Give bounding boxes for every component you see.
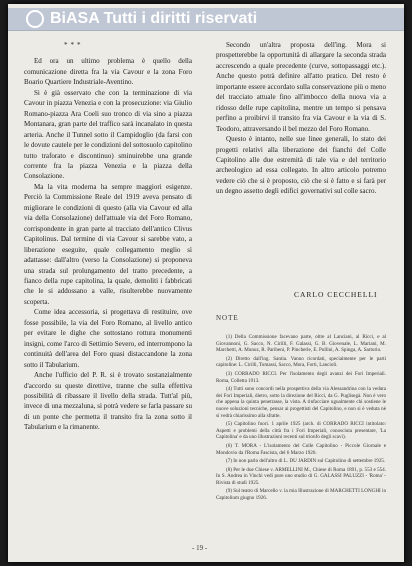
page-number: - 19 - — [192, 544, 208, 552]
footnote: (7) In non parlo dell'altro di L. DU JARDIN sul Capitolino di settembre 1925. — [226, 458, 386, 465]
author-signature: CARLO CECCHELLI — [294, 290, 378, 299]
footnote: (3) CORRADO RICCI. Per l'isolamento degli avanzi dei Fori Imperiali. Roma, Colletta 1913. — [216, 370, 386, 384]
notes-heading: NOTE — [216, 314, 239, 322]
paragraph: Come idea accessoria, si progettava di restituire, ove fosse possibile, la via del Foro Romano, al livello antico per evitare le dighe che sottostano rottura monumenti insigni, come l'arco di Settimio Severo, ed interrompono la continuità dell'area del Foro quasi distaccandone la zona sotto il Tabularium. — [24, 308, 192, 369]
footnote: (1) Della Commissione facevano parte, oltre al Lanciani, al Ricci, e al Giovannoni, G. Sacco, N. Cirilli, F. Galassi, G. B. Giovenale, L. Mariani, M. Marchetti, A. Munoz, R. Paribeni, P. Pincherle, E. Pullini, A. Spinga, A. Sartorio. — [216, 334, 386, 354]
footnotes — [216, 334, 386, 536]
footnote: (4) Tutti sono concordi nella prospettiva della via Alessandrina con la veduta dei Fori Imperiali, dietro, sotto la direzione del Ricci, da G. Puglisegà. Non è vero che appena la quinta penetrasse, la vista. A rinfacciare ugualmente chi sostiene le nuove soluzioni tecniche, pensar ai progettisti del Capitolino, e non si è veduta nè si vedrà chiarissimo alla sfratte. — [216, 386, 386, 419]
paragraph: Ed ora un ultimo problema è quello della comunicazione diretta fra la via Cavour e la zona Foro Boario Quartiere Industriale-Aventino. — [24, 57, 192, 87]
footnote: (6) T. MORA - L'isolamento del Colle Capitolino - Piccole Giornale e Mondovio da l'Roma Fascista, del 6 Marzo 1926. — [216, 442, 386, 456]
footnote: (9) Sul teatro di Marcello v. la mia Illustrazione di MARCHETTI LONGHI in Capitolium giugno 1926. — [216, 488, 386, 502]
paragraph: Secondo un'altra proposta dell'ing. Mora si prospetterebbe la opportunità di allargare la seconda strada accrescendo a quale precedente (curve, sottopassaggi etc.). Anche questo potrà definire all'atto pratico. Del resto è importante essere accordato sulla conservazione più o meno del tracciato attuale fino all'imbocco della nuova via a ridosso delle rupe capitolina, mentre un tempo si pensava perfino a proibirvi il transito fra via Cavour e la via di S. Teodoro, attraversando il bel mezzo del Foro Romano. — [216, 41, 386, 133]
paragraph: Ma la vita moderna ha sempre maggiori esigenze. Perciò la Commissione Reale del 1919 aveva pensato di migliorare le condizioni di questo (alla via Cavour ed alla via della Consolazione) dell'attuale via del Foro Romano, corrispondente in gran parte al tracciato dell'antico Clivus Capitolinus. Dal termine di via Cavour si sarebbe vato, a liberazione eseguite, quale collegamento meglio sì adattasse: dall'altro (verso la Consolazione) si proponeva una strada sul prolungamento del tratto precedente, a fianco della rupe capitolina, la quale, demoliti i fabbricati che le si addossano a valle, risulterebbe nuovamente scoperta. — [24, 182, 192, 306]
watermark-text: BiASA Tutti i diritti riservati — [50, 10, 258, 27]
footnote: (8) Per le due Chiese v. ARMELLINI M., Chiese di Roma 1891, p. 553 e 554. In S. Andrea in Vinchi vedi pure uno studio di G. GALASSI PALUZZI - 'Roma' - Rivista di studi 1925. — [216, 466, 386, 486]
paragraph: Anche l'ufficio del P. R. si è trovato sostanzialmente d'accordo su queste direttive, tranne che sulla effettiva possibilità di ribassare il livello della strada. Tutt'al più, invece di una mezzaluna, si potrà vedere se farla passare su di un ponte che permetta il transito fra la zona sotto il Tabularium e la rimanente. — [24, 371, 192, 432]
biasa-logo-icon — [26, 10, 44, 28]
section-separator: *** — [64, 41, 84, 49]
footnote: (5) Capitolino fuori. 1 aprile 1925 (arch. di CORRADO RICCI intitolato: Aspetti e problemi della città fra i Fori Imperiali, conosciuta presentare, 'La Capitolina' e da uno illustrazioni recenti sul trionfo degli scavi). — [216, 421, 386, 441]
paragraph: Si è già osservato che con la terminazione di via Cavour in piazza Venezia e con la prosecuzione: via Giulio Romano-piazza Ara Coeli suo tronco di via sino a piazza Montanara, gran parte del traffico sarà incanalato in questa arteria. Anche il Tunnel sotto il Campidoglio (da farsi con le dovute cautele per le condizioni del sottosuolo capitolino tutto traforato e discontinuo) sminuirebbe una grande corrente fra la piazza Venezia e la piazza della Consolazione. — [24, 88, 192, 181]
copyright-watermark — [8, 8, 404, 31]
document-page — [8, 4, 404, 562]
left-text-column — [24, 40, 192, 555]
paragraph: Questo è intanto, nelle sue linee generali, lo stato dei progetti relativi alla liberazione dei fianchi del Colle Capitolino alle due estremità di tale via e del territorio archeologico ad essa collegato. In altro articolo potremo vedere ciò che si è proposto, ciò che si è fatto e si farà per un degno assetto degli edifici governativi sul colle sacro. — [216, 135, 386, 196]
footnote: (2) Diretto dall'ing. Santia. Vanno ricordati, specialmente per le parti capitoline: L. Cirilli, Tomassi, Sacco, Mora, Forti, Lancioli. — [216, 355, 386, 369]
